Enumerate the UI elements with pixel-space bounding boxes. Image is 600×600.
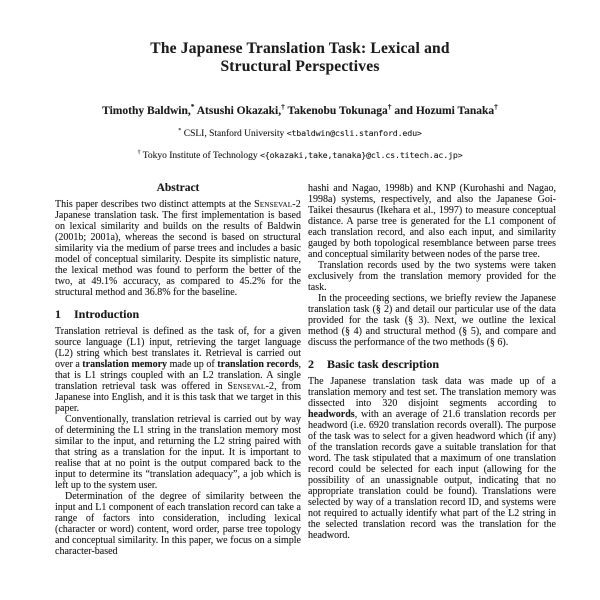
paper-title-line-1: The Japanese Translation Task: Lexical and xyxy=(150,40,450,57)
intro-paragraph-2: Conventionally, translation retrieval is carried out by way of determining the L1 string in the translation memory most similar to the input, and returning the L2 string paired with that string as a translation for the input. It is important to realise that at no point is the output compared back to the input to determine its “translation adequacy”, a job which is left up to the system user. xyxy=(55,414,301,491)
affiliation-line-csli: * CSLI, Stanford University <tbaldwin@csli.stanford.edu> xyxy=(178,127,422,139)
roadmap-paragraph: In the proceeding sections, we briefly review the Japanese translation task (§ 2) and detail our particular use of the data provided for the task (§ 3). Next, we outline the lexical method (§ 4) and structural method (§ 5), and compare and discuss the performance of the two methods (§ 6). xyxy=(308,293,556,348)
page-header xyxy=(0,40,600,162)
task-description-paragraph: The Japanese translation task data was made up of a translation memory and test set. The translation memory was dissected into 320 disjoint segments according to headwords, with an average of 21.6 translation records per headword (i.e. 6920 translation records overall). The purpose of the task was to select for a given headword which (if any) of the translation records gave a suitable translation for that word. The task stipulated that a maximum of one translation record could be selected for each input (allowing for the possibility of an unassignable output, indicating that no appropriate translation could be found). Translations were selected by way of a translation record ID, and systems were not required to actually identify what part of the L2 string in the selected translation record was the translation for the headword. xyxy=(308,376,556,541)
section-2-number: 2 xyxy=(308,357,314,371)
continuation-paragraph: hashi and Nagao, 1998b) and KNP (Kurohashi and Nagao, 1998a) systems, respectively, and also the Japanese Goi-Taikei thesaurus (Ikehara et al., 1997) to measure conceptual distance. A parse tree is generated for the L1 component of each translation record, and also each input, and similarity gauged by both topological resemblance between parse trees and conceptual similarity between nodes of the parse tree. xyxy=(308,183,556,260)
abstract-heading: Abstract xyxy=(156,183,200,194)
translation-records-paragraph: Translation records used by the two systems were taken exclusively from the translation memory provided for the task. xyxy=(308,260,556,293)
paper-title-line-2: Structural Perspectives xyxy=(220,58,380,75)
section-2-heading xyxy=(308,359,556,370)
section-1-number: 1 xyxy=(55,307,61,321)
section-1-heading xyxy=(55,309,301,320)
section-2-title: Basic task description xyxy=(327,357,440,371)
right-column xyxy=(308,183,556,600)
section-1-title: Introduction xyxy=(74,307,140,321)
intro-paragraph-1: Translation retrieval is defined as the task of, for a given source language (L1) input, retrieving the target language (L2) string which best translates it. Retrieval is carried out over a translation memory made up of translation records, that is L1 strings coupled with an L2 translation. A single translation retrieval task was offered in Senseval-2, from Japanese into English, and it is this task that we target in this paper. xyxy=(55,326,301,414)
abstract-text: This paper describes two distinct attempts at the Senseval-2 Japanese translation task. The first implementation is based on lexical similarity and builds on the results of Baldwin (2001b; 2001a), whereas the second is based on structural similarity via the medium of parse trees and includes a basic model of conceptual similarity. Despite its simplistic nature, the lexical method was found to perform the better of the two, at 49.1% accuracy, as compared to 45.2% for the structural method and 36.8% for the baseline. xyxy=(55,199,301,298)
intro-paragraph-3: Determination of the degree of similarity between the input and L1 component of each translation record can take a range of factors into consideration, including lexical (character or word) content, word order, parse tree topology and conceptual similarity. In this paper, we focus on a simple character-based xyxy=(55,491,301,557)
left-column xyxy=(55,183,301,600)
paper-title xyxy=(0,40,600,76)
authors-line: Timothy Baldwin,* Atsushi Okazaki,† Takenobu Tokunaga† and Hozumi Tanaka† xyxy=(102,102,498,117)
affiliation-line-titech: † Tokyo Institute of Technology <{okazaki,take,tanaka}@cl.cs.titech.ac.jp> xyxy=(137,149,463,162)
